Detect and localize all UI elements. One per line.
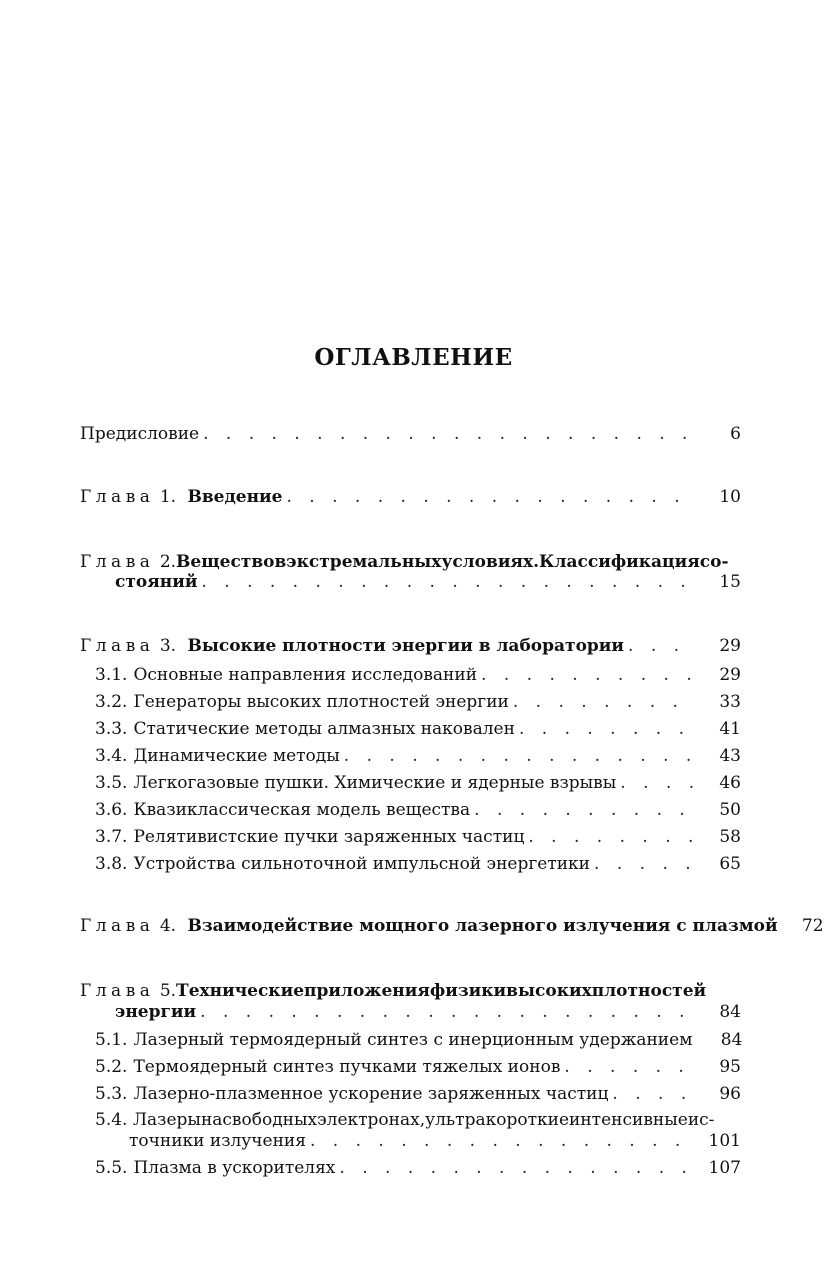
toc-page-number: 29 [719, 665, 741, 685]
toc-section[interactable] [95, 690, 741, 714]
chapter-word: Глава [80, 916, 155, 936]
toc-leader-dots [200, 1000, 695, 1024]
toc-section[interactable] [95, 663, 741, 687]
section-title: Термоядерный синтез пучками тяжелых ионов [133, 1057, 561, 1077]
toc-section[interactable] [95, 771, 741, 795]
section-title: Квазиклассическая модель вещества [133, 800, 471, 820]
chapter-title-word: физики [429, 981, 507, 1001]
chapter-word: Глава [80, 981, 155, 1001]
toc-page-number: 43 [719, 746, 741, 766]
section-title-word: электронах, [317, 1110, 426, 1130]
toc-leader-dots [528, 825, 695, 849]
section-number: 3.8. [95, 854, 128, 874]
section-number: 3.1. [95, 665, 128, 685]
toc-leader-dots [201, 570, 695, 594]
chapter-number: 3. [159, 636, 177, 656]
toc-page-number: 58 [719, 827, 741, 847]
toc-leader-dots [612, 1082, 695, 1106]
toc-page-number: 107 [708, 1158, 741, 1178]
toc-page-number: 46 [719, 773, 741, 793]
toc-page-number: 41 [719, 719, 741, 739]
section-number: 3.7. [95, 827, 128, 847]
toc-leader-dots [513, 690, 695, 714]
toc-page-number: 72 [801, 916, 824, 936]
toc-leader-dots [620, 771, 695, 795]
section-title: Основные направления исследований [133, 665, 478, 685]
toc-entry-label: Предисловие [80, 424, 200, 444]
section-title: Динамические методы [133, 746, 340, 766]
toc-section[interactable] [95, 852, 741, 876]
section-title-word: ис- [687, 1110, 715, 1130]
toc-section[interactable] [95, 744, 741, 768]
chapter-number: 5. [159, 981, 177, 1001]
toc-chapter-5-line2[interactable] [115, 1000, 741, 1024]
section-title-cont: точники излучения [129, 1131, 306, 1151]
chapter-title: Введение [187, 487, 283, 507]
toc-page-number: 6 [730, 424, 741, 444]
chapter-number: 4. [159, 916, 177, 936]
section-title-word: ультракороткие [425, 1110, 570, 1130]
toc-page-number: 29 [719, 636, 741, 656]
chapter-title-cont: стояний [115, 572, 198, 592]
section-number: 3.6. [95, 800, 128, 820]
section-number: 3.3. [95, 719, 128, 739]
section-number: 5.4. [95, 1110, 128, 1130]
page-title: ОГЛАВЛЕНИЕ [314, 344, 513, 371]
chapter-title-cont: энергии [115, 1002, 197, 1022]
toc-leader-dots [628, 634, 695, 658]
section-title: Лазерно-плазменное ускорение заряженных частиц [133, 1084, 609, 1104]
toc-chapter-2-line2[interactable] [115, 570, 741, 594]
chapter-title-word: высоких [506, 981, 592, 1001]
toc-page-number: 101 [708, 1131, 741, 1151]
chapter-title-word: экстремальных [286, 552, 442, 572]
section-number: 3.2. [95, 692, 128, 712]
chapter-word: Глава [80, 487, 155, 507]
chapter-word: Глава [80, 636, 155, 656]
chapter-title-word: в [274, 552, 287, 572]
toc-page-number: 84 [720, 1030, 743, 1050]
section-title-word: Лазеры [132, 1110, 201, 1130]
section-number: 3.4. [95, 746, 128, 766]
toc-leader-dots [481, 663, 695, 687]
toc-section[interactable] [95, 825, 741, 849]
toc-page-number: 65 [719, 854, 741, 874]
toc-chapter-1[interactable] [80, 485, 741, 509]
chapter-title-word: со- [699, 552, 729, 572]
section-title: Плазма в ускорителях [133, 1158, 336, 1178]
toc-chapter-4[interactable] [80, 914, 824, 938]
chapter-title-word: Вещество [176, 552, 275, 572]
toc-leader-dots [474, 798, 695, 822]
chapter-number: 2. [159, 552, 177, 572]
toc-leader-dots [344, 744, 695, 768]
toc-section[interactable] [95, 1055, 741, 1079]
toc-page-number: 50 [719, 800, 741, 820]
toc-page-number: 96 [719, 1084, 741, 1104]
toc-page-number: 33 [719, 692, 741, 712]
section-title-word: интенсивные [569, 1110, 688, 1130]
section-title: Статические методы алмазных наковален [133, 719, 515, 739]
chapter-title-word: приложения [304, 981, 430, 1001]
toc-section[interactable] [95, 1028, 741, 1052]
toc-chapter-3[interactable] [80, 634, 741, 658]
toc-leader-dots [339, 1156, 695, 1180]
section-title: Генераторы высоких плотностей энергии [133, 692, 509, 712]
chapter-title-word: условиях. [441, 552, 540, 572]
chapter-number: 1. [159, 487, 177, 507]
section-title: Лазерный термоядерный синтез с инерционным удержанием [133, 1030, 693, 1050]
chapter-title-word: Классификация [539, 552, 700, 572]
chapter-title: Высокие плотности энергии в лаборатории [187, 636, 625, 656]
toc-section-5-4-line2[interactable] [129, 1129, 741, 1153]
toc-leader-dots [564, 1055, 695, 1079]
toc-section[interactable] [95, 1156, 741, 1180]
section-title: Релятивистские пучки заряженных частиц [133, 827, 525, 847]
toc-leader-dots [519, 717, 695, 741]
chapter-word: Глава [80, 552, 155, 572]
section-number: 3.5. [95, 773, 128, 793]
toc-leader-dots [286, 485, 695, 509]
toc-leader-dots [203, 422, 695, 446]
section-title-word: на [200, 1110, 223, 1130]
section-title-word: свободных [222, 1110, 318, 1130]
toc-section[interactable] [95, 798, 741, 822]
toc-section[interactable] [95, 717, 741, 741]
toc-page-number: 84 [719, 1002, 741, 1022]
section-number: 5.3. [95, 1084, 128, 1104]
chapter-title-word: Технические [176, 981, 305, 1001]
toc-page-number: 95 [719, 1057, 741, 1077]
chapter-title: Взаимодействие мощного лазерного излучения с плазмой [187, 916, 778, 936]
toc-leader-dots [310, 1129, 695, 1153]
section-number: 5.5. [95, 1158, 128, 1178]
toc-page-number: 15 [719, 572, 741, 592]
toc-section[interactable] [95, 1082, 741, 1106]
section-title: Устройства сильноточной импульсной энергетики [133, 854, 591, 874]
section-number: 5.2. [95, 1057, 128, 1077]
chapter-title-word: плотностей [591, 981, 707, 1001]
toc-page-number: 10 [719, 487, 741, 507]
toc-entry-preface[interactable] [80, 422, 741, 446]
section-number: 5.1. [95, 1030, 128, 1050]
section-title: Легкогазовые пушки. Химические и ядерные взрывы [133, 773, 617, 793]
toc-leader-dots [594, 852, 695, 876]
